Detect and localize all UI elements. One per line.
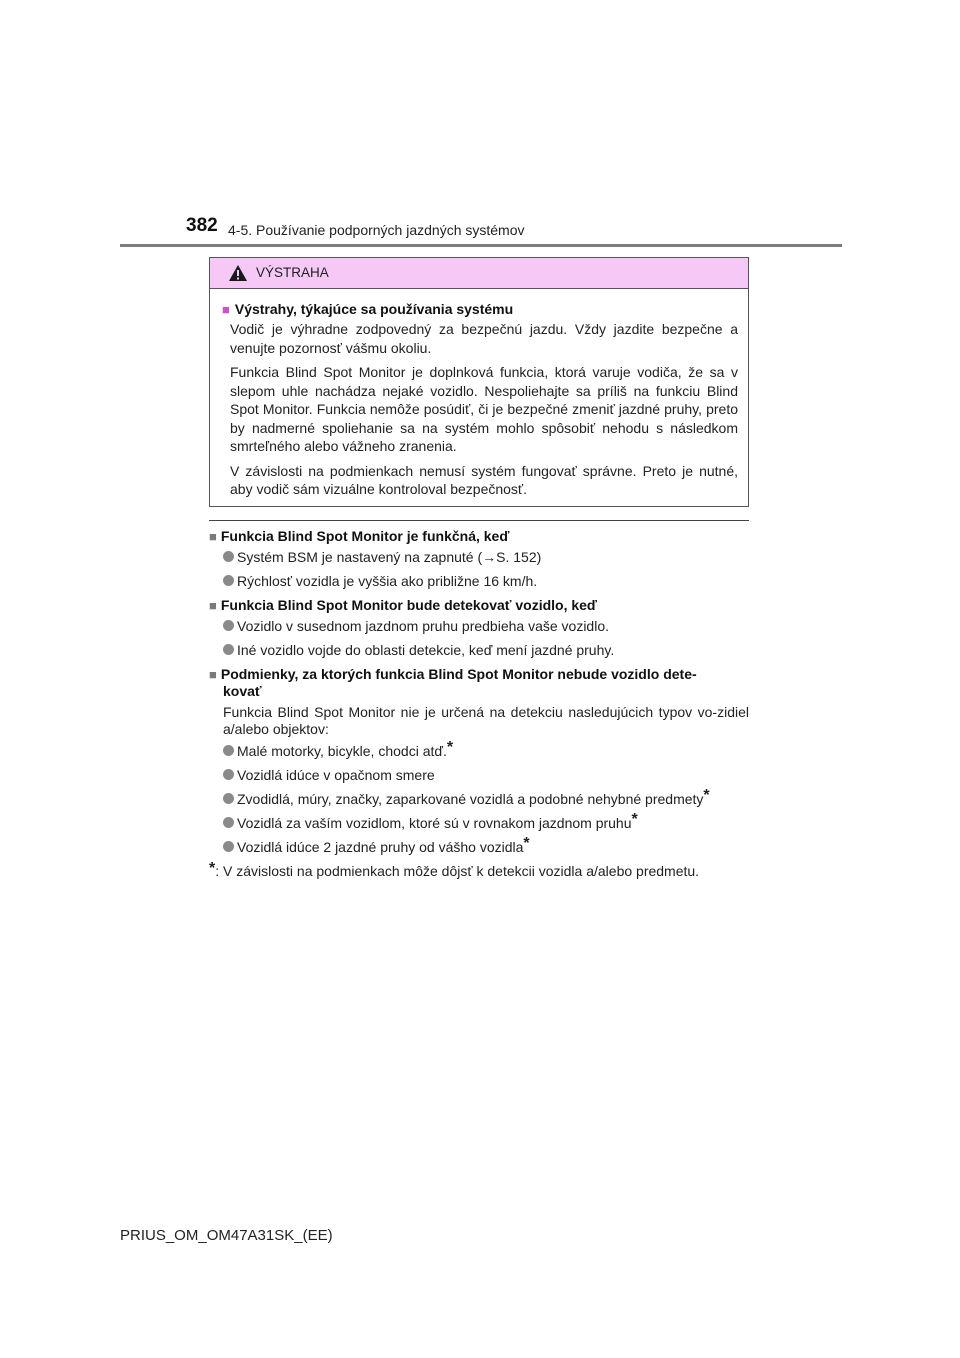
bullet-dot-icon [223, 817, 234, 828]
section-heading: ■ Podmienky, za ktorých funkcia Blind Spot Monitor nebude vozidlo dete- kovať [209, 666, 697, 699]
asterisk-mark: * [209, 860, 216, 877]
bullet-dot-icon [223, 793, 234, 804]
list-item: Vozidlá idúce v opačnom smere [223, 767, 749, 784]
asterisk-mark: * [631, 811, 638, 828]
footer-document-code: PRIUS_OM_OM47A31SK_(EE) [120, 1227, 333, 1244]
list-item: Vozidlo v susednom jazdnom pruhu predbieha vaše vozidlo. [223, 618, 749, 635]
warning-paragraph: Funkcia Blind Spot Monitor je doplnková funkcia, ktorá varuje vodiča, že sa v slepom uhle nachádza nejaké vozidlo. Nespoliehajte sa príliš na funkciu Blind Spot Monitor. Funkcia nemôže posúdiť, či je bezpečné zmeniť jazdné pruhy, preto by nadmerné spoliehanie sa na systém mohlo spôsobiť nehodu s následkom smrteľného alebo vážneho zranenia. [230, 364, 738, 454]
warning-body [210, 289, 748, 499]
asterisk-mark: * [703, 787, 710, 804]
warning-title: VÝSTRAHA [256, 265, 329, 280]
arrow-icon: → [482, 549, 497, 565]
bullet-dot-icon [223, 551, 234, 562]
asterisk-mark: * [446, 739, 454, 756]
separator-rule [209, 520, 749, 521]
warning-paragraph: Vodič je výhradne zodpovedný za bezpečnú jazdu. Vždy jazdite bezpečne a venujte pozornosť vášmu okoliu. [230, 321, 738, 356]
warning-box [209, 257, 749, 507]
list-item: Iné vozidlo vojde do oblasti detekcie, keď mení jazdné pruhy. [223, 642, 749, 659]
square-bullet-icon: ■ [222, 302, 230, 317]
bullet-dot-icon [223, 644, 234, 655]
section-heading: ■ Funkcia Blind Spot Monitor bude detekovať vozidlo, keď [209, 597, 597, 613]
main-content [209, 528, 749, 880]
bullet-dot-icon [223, 745, 234, 756]
section-intro: Funkcia Blind Spot Monitor nie je určená na detekciu nasledujúcich typov vo-zidiel a/alebo objektov: [223, 704, 749, 737]
square-bullet-icon: ■ [209, 598, 217, 613]
section-title: 4-5. Používanie podporných jazdných systémov [228, 222, 525, 238]
bullet-dot-icon [223, 769, 234, 780]
list-item: Rýchlosť vozidla je vyššia ako približne 16 km/h. [223, 573, 749, 590]
warning-heading: ■ Výstrahy, týkajúce sa používania systému [222, 301, 514, 317]
warning-triangle-icon [228, 264, 248, 282]
section-heading: ■ Funkcia Blind Spot Monitor je funkčná, keď [209, 528, 510, 544]
bullet-dot-icon [223, 841, 234, 852]
bullet-dot-icon [223, 575, 234, 586]
page-reference-link[interactable]: S. 152) [496, 549, 542, 565]
square-bullet-icon: ■ [209, 667, 217, 682]
list-item: Vozidlá idúce 2 jazdné pruhy od vášho vozidla* [223, 839, 749, 856]
list-item: Vozidlá za vaším vozidlom, ktoré sú v rovnakom jazdnom pruhu* [223, 815, 749, 832]
list-item: Zvodidlá, múry, značky, zaparkované vozidlá a podobné nehybné predmety* [223, 791, 749, 808]
header-rule [120, 244, 842, 247]
square-bullet-icon: ■ [209, 529, 217, 544]
warning-header [210, 258, 748, 289]
warning-paragraph: V závislosti na podmienkach nemusí systém fungovať správne. Preto je nutné, aby vodič sám vizuálne kontroloval bezpečnosť. [230, 462, 738, 497]
asterisk-mark: * [523, 835, 530, 852]
footnote: *: V závislosti na podmienkach môže dôjsť k detekcii vozidla a/alebo predmetu. [209, 860, 700, 879]
list-item: Malé motorky, bicykle, chodci atď.* [223, 743, 749, 760]
list-item: Systém BSM je nastavený na zapnuté (→S. 152) [223, 549, 749, 566]
page-number: 382 [186, 215, 218, 236]
bullet-dot-icon [223, 620, 234, 631]
